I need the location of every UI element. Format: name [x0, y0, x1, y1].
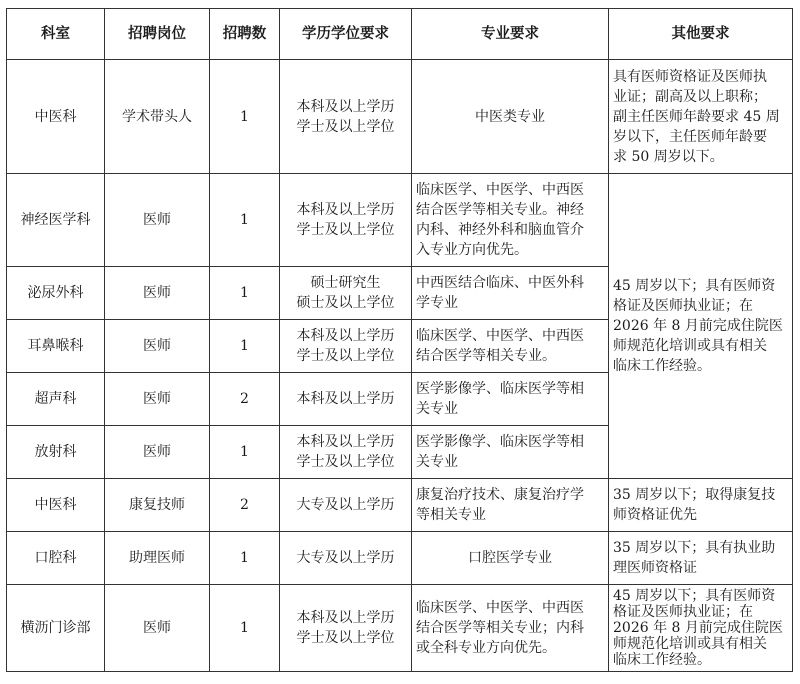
cell-count: 1 [210, 585, 280, 672]
cell-dept: 中医科 [7, 60, 105, 174]
cell-major [412, 426, 609, 479]
cell-line: 理医师资格证 [613, 560, 697, 576]
cell-dept: 神经医学科 [7, 174, 105, 267]
cell-line: 2026 年 8 月前完成住院医 [613, 620, 783, 636]
table-row [7, 174, 793, 267]
cell-line: 关专业 [416, 454, 458, 470]
cell-dept: 泌尿外科 [7, 267, 105, 320]
header-post: 招聘岗位 [105, 9, 210, 60]
cell-line: 中医类专业 [475, 108, 545, 125]
cell-edu [280, 60, 412, 174]
cell-dept: 横沥门诊部 [7, 585, 105, 672]
cell-post: 医师 [105, 320, 210, 373]
cell-count: 1 [210, 426, 280, 479]
cell-edu [280, 320, 412, 373]
cell-line: 结合医学等相关专业。神经 [416, 202, 584, 218]
cell-line: 等相关专业 [416, 507, 486, 523]
cell-line: 入专业方向优先。 [416, 242, 528, 258]
cell-line: 硕士研究生 [310, 275, 381, 291]
cell-line: 口腔医学专业 [468, 550, 552, 566]
cell-major [412, 320, 609, 373]
cell-edu [280, 426, 412, 479]
header-edu: 学历学位要求 [280, 9, 412, 60]
cell-other-merged [609, 174, 793, 479]
cell-line: 康复治疗技术、康复治疗学 [416, 487, 584, 503]
cell-line: 具有医师资格证及医师执 [613, 68, 767, 85]
cell-count: 1 [210, 320, 280, 373]
cell-line: 大专及以上学历 [296, 550, 395, 566]
cell-dept: 耳鼻喉科 [7, 320, 105, 373]
cell-line: 副主任医师年龄要求 45 周 [613, 108, 780, 125]
header-count: 招聘数 [210, 9, 280, 60]
cell-line: 结合医学等相关专业。 [416, 348, 556, 364]
cell-post: 康复技师 [105, 479, 210, 532]
cell-count: 1 [210, 174, 280, 267]
cell-post: 助理医师 [105, 532, 210, 585]
cell-line: 学士及以上学位 [296, 630, 395, 646]
cell-line: 硕士及以上学位 [296, 295, 395, 311]
cell-dept: 中医科 [7, 479, 105, 532]
cell-line: 35 周岁以下；具有执业助 [613, 540, 776, 556]
cell-line: 医学影像学、临床医学等相 [416, 434, 584, 450]
cell-dept: 口腔科 [7, 532, 105, 585]
cell-major [412, 585, 609, 672]
cell-line: 临床工作经验。 [613, 652, 711, 668]
header-row [7, 9, 793, 60]
cell-post: 学术带头人 [105, 60, 210, 174]
cell-post: 医师 [105, 585, 210, 672]
cell-major [412, 373, 609, 426]
cell-line: 本科及以上学历 [296, 391, 395, 407]
cell-edu [280, 585, 412, 672]
cell-edu [280, 267, 412, 320]
cell-line: 岁以下，主任医师年龄要 [613, 128, 767, 145]
header-other: 其他要求 [609, 9, 793, 60]
cell-line: 临床医学、中医学、中西医 [416, 600, 584, 616]
recruitment-table [6, 8, 793, 672]
cell-line: 或全科专业方向优先。 [416, 640, 556, 656]
cell-line: 本科及以上学历 [296, 434, 395, 450]
cell-line: 学士及以上学位 [296, 118, 395, 135]
table-row [7, 479, 793, 532]
cell-line: 结合医学等相关专业；内科 [416, 620, 584, 636]
cell-edu [280, 532, 412, 585]
cell-line: 学士及以上学位 [296, 454, 395, 470]
cell-line: 45 周岁以下；具有医师资 [613, 588, 776, 604]
cell-major [412, 532, 609, 585]
cell-edu [280, 174, 412, 267]
cell-dept: 放射科 [7, 426, 105, 479]
cell-line: 学士及以上学位 [296, 222, 395, 238]
header-dept: 科室 [7, 9, 105, 60]
table-row [7, 532, 793, 585]
cell-line: 内科、神经外科和脑血管介 [416, 222, 584, 238]
cell-other [609, 585, 793, 672]
cell-major [412, 267, 609, 320]
cell-line: 学士及以上学位 [296, 348, 395, 364]
cell-count: 2 [210, 479, 280, 532]
cell-major [412, 60, 609, 174]
cell-line: 师规范化培训或具有相关 [613, 338, 767, 354]
cell-line: 本科及以上学历 [296, 328, 395, 344]
table-row [7, 60, 793, 174]
table-row [7, 585, 793, 672]
cell-post: 医师 [105, 174, 210, 267]
cell-line: 师资格证优先 [613, 507, 697, 523]
cell-other [609, 532, 793, 585]
cell-edu [280, 479, 412, 532]
cell-line: 求 50 周岁以下。 [613, 148, 724, 165]
cell-post: 医师 [105, 373, 210, 426]
cell-other [609, 479, 793, 532]
cell-other [609, 60, 793, 174]
cell-line: 学专业 [416, 295, 458, 311]
cell-line: 医学影像学、临床医学等相 [416, 381, 584, 397]
cell-count: 1 [210, 60, 280, 174]
cell-post: 医师 [105, 267, 210, 320]
cell-line: 本科及以上学历 [296, 610, 395, 626]
cell-line: 45 周岁以下；具有医师资 [613, 278, 776, 294]
cell-line: 本科及以上学历 [296, 98, 395, 115]
cell-post: 医师 [105, 426, 210, 479]
cell-major [412, 174, 609, 267]
cell-line: 2026 年 8 月前完成住院医 [613, 318, 783, 334]
cell-count: 1 [210, 532, 280, 585]
cell-line: 35 周岁以下；取得康复技 [613, 487, 776, 503]
cell-line: 师规范化培训或具有相关 [613, 636, 767, 652]
cell-count: 2 [210, 373, 280, 426]
cell-dept: 超声科 [7, 373, 105, 426]
cell-line: 格证及医师执业证；在 [613, 604, 753, 620]
cell-line: 临床医学、中医学、中西医 [416, 182, 584, 198]
cell-line: 大专及以上学历 [296, 497, 395, 513]
cell-line: 临床医学、中医学、中西医 [416, 328, 584, 344]
cell-line: 关专业 [416, 401, 458, 417]
cell-major [412, 479, 609, 532]
header-major: 专业要求 [412, 9, 609, 60]
cell-line: 临床工作经验。 [613, 358, 711, 374]
cell-edu [280, 373, 412, 426]
cell-count: 1 [210, 267, 280, 320]
cell-line: 本科及以上学历 [296, 202, 395, 218]
cell-line: 中西医结合临床、中医外科 [416, 275, 584, 291]
cell-line: 业证；副高及以上职称； [613, 88, 767, 105]
cell-line: 格证及医师执业证；在 [613, 298, 753, 314]
